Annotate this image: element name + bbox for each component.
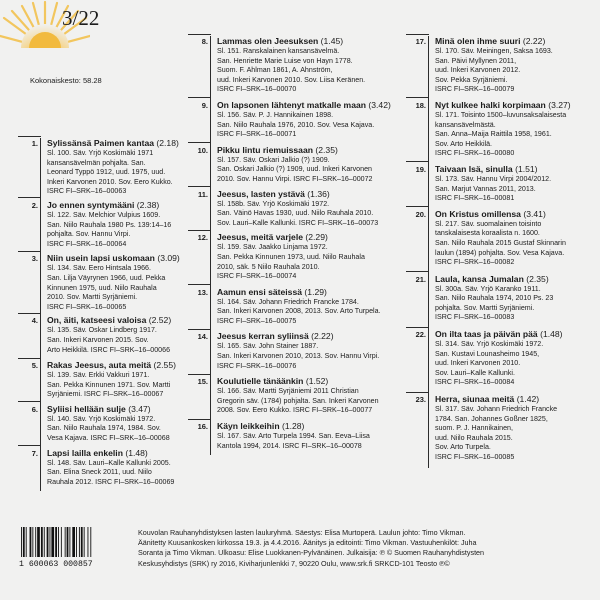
track-number: 18. — [415, 100, 426, 110]
track-number: 4. — [31, 316, 38, 326]
track-entry — [415, 394, 597, 463]
track-title-row — [217, 331, 409, 342]
track-duration: (1.48) — [125, 447, 148, 458]
track-credit-line: Sl. 164. Säv. Johann Friedrich Francke 1784. — [217, 297, 359, 306]
track-entry — [197, 144, 409, 185]
track-credit-line: San. Niilo Rauhala 1976, 2010. Sov. Vesa Kajava. — [217, 120, 375, 129]
track-credit-line: Kantola 1994, 2014. ISRC FI–SRK–16–00078 — [217, 441, 362, 450]
track-credit-line: Sl. 157. Säv. Oskari Jalkio (?) 1909. — [217, 155, 330, 164]
track-credit-line: Sl. 122. Säv. Melchior Vulpius 1609. — [47, 210, 161, 219]
track-credit-line: Sl. 158b. Säv. Yrjö Koskimäki 1972. — [217, 199, 330, 208]
barcode-bar — [41, 527, 43, 557]
divider — [406, 271, 429, 272]
track-duration: (2.52) — [148, 315, 172, 326]
track-title-row — [217, 376, 409, 387]
track-credit-line: Sl. 135. Säv. Oskar Lindberg 1917. — [47, 326, 157, 335]
track-entry — [197, 232, 409, 281]
track-duration: (1.51) — [515, 163, 538, 174]
track-title-row — [217, 189, 409, 200]
track-credit-line: Sl. 167. Säv. Arto Turpela 1994. San. Eeva–Liisa — [217, 432, 370, 441]
track-entry — [197, 188, 409, 229]
track-entry — [31, 199, 196, 249]
track-title: Syliisi hellään sulje — [47, 403, 126, 414]
divider — [188, 97, 211, 98]
track-title: Lapsi lailla enkelin — [47, 447, 123, 458]
credits-line: Äänitetty Kuusankosken kirkossa 19.3. ja 4.4.2016. Äänitys ja editointi: Timo Vikman. Vastuuhenkilöt: Juha — [138, 538, 477, 548]
track-title-row — [47, 448, 196, 459]
barcode-bar — [47, 527, 49, 557]
track-title: Jeesus kerran syliinsä — [217, 331, 309, 342]
track-duration: (2.29) — [305, 232, 328, 243]
divider — [18, 358, 41, 359]
track-number: 12. — [197, 233, 208, 243]
barcode-bar — [23, 527, 25, 557]
track-credit-line: Sl. 314. Säv. Yrjö Koskimäki 1972. — [435, 340, 544, 349]
barcode-digits: 1 600063 000857 — [19, 560, 93, 567]
track-duration: (2.22) — [311, 331, 334, 342]
track-entry — [31, 360, 196, 400]
track-title-row — [435, 209, 597, 220]
track-credit-line: ISRC FI–SRK–16–00080 — [435, 149, 515, 158]
track-credit-line: ISRC FI–SRK–16–00079 — [435, 85, 515, 94]
track-entry — [201, 36, 409, 95]
divider — [188, 284, 211, 285]
track-duration: (3.47) — [128, 403, 151, 414]
barcode-bar — [72, 527, 75, 557]
track-credit-line: Leonard Typpö 1912, uud. 1975, uud. — [47, 168, 166, 177]
track-credit-line: ISRC FI–SRK–16–00082 — [435, 258, 515, 267]
total-duration: Kokonaiskesto: 58.28 — [30, 76, 102, 85]
track-entry — [31, 138, 196, 197]
track-duration: (3.42) — [368, 99, 391, 110]
track-credit-line: ISRC FI–SRK–16–00085 — [435, 453, 515, 461]
barcode-bar — [90, 527, 91, 557]
track-duration: (3.41) — [523, 208, 546, 219]
track-number: 11. — [197, 189, 208, 199]
track-credit-line: Suom. F. Ahlman 1861, A. Ahnström, — [217, 66, 333, 75]
divider — [188, 419, 211, 420]
track-duration: (1.48) — [540, 329, 563, 340]
track-credit-line: ISRC FI–SRK–16–00076 — [217, 361, 297, 370]
track-credit-line: Sl. 139. Säv. Erkki Vakkuri 1971. — [47, 371, 150, 380]
track-number: 23. — [415, 395, 426, 405]
track-credit-line: Sl. 166. Säv. Martti Syrjäniemi 2011 Christian — [217, 387, 359, 396]
track-credit-line: 2010. Sov. Martti Syrjäniemi. — [47, 293, 138, 302]
track-credit-line: Sl. 100. Säv. Yrjö Koskimäki 1971 — [47, 149, 154, 157]
barcode-bar — [58, 527, 59, 557]
track-entry — [201, 99, 409, 140]
barcode-bar — [21, 527, 22, 557]
track-credit-line: Sl. 317. Säv. Johann Friedrich Francke — [435, 405, 558, 414]
track-credit-line: Sl. 300a. Säv. Yrjö Karanko 1911. — [435, 284, 541, 293]
track-entry — [197, 331, 409, 371]
track-title: On ilta taas ja päivän pää — [435, 329, 538, 340]
track-credit-line: ISRC FI–SRK–16–00074 — [217, 272, 297, 281]
divider — [18, 197, 41, 198]
track-entry — [415, 163, 597, 204]
credits-line: Keskusyhdistys (SRK) ry 2016, Kiviharjunlenkki 7, 90220 Oulu, www.srk.fi SRKCD-101 Teosto ℗© — [138, 558, 450, 568]
track-entry — [197, 286, 409, 327]
track-number: 3. — [31, 254, 38, 264]
track-credit-line: 2010, säk. 5 Niilo Rauhala 2010. — [217, 262, 320, 271]
divider — [188, 34, 211, 35]
track-number: 16. — [197, 422, 208, 432]
track-title: Aamun ensi säteissä — [217, 286, 303, 297]
track-number: 19. — [415, 164, 426, 174]
divider — [18, 445, 41, 446]
track-credit-line: Sl. 148. Säv. Lauri–Kalle Kallunki 2005. — [47, 458, 171, 467]
track-number: 5. — [31, 361, 38, 371]
track-credit-line: San. Väinö Havas 1930, uud. Niilo Rauhala 2010. — [217, 209, 374, 218]
track-credit-line: Sov. Lauri–Kalle Kallunki. ISRC FI–SRK–16–00073 — [217, 218, 379, 227]
track-entry — [31, 447, 196, 488]
track-title: Jo ennen syntymääni — [47, 199, 135, 210]
divider — [188, 142, 211, 143]
track-credit-line: suom. P. J. Hannikainen, — [435, 424, 513, 433]
divider — [18, 313, 41, 314]
track-credit-line: San. Inkeri Karvonen 2015. Sov. — [47, 335, 149, 344]
track-credit-line: Sl. 134. Säv. Eero Hintsala 1966. — [47, 264, 151, 273]
track-number: 20. — [415, 209, 426, 219]
track-credit-line: kansansävelmästä. — [435, 120, 496, 129]
track-title: On Kristus omillensa — [435, 208, 521, 219]
track-title: Taivaan Isä, sinulla — [435, 163, 513, 174]
track-title-row — [435, 100, 597, 111]
track-title: Nyt kulkee halki korpimaan — [435, 99, 546, 110]
track-duration: (2.55) — [153, 360, 176, 371]
track-duration: (1.52) — [305, 376, 329, 387]
track-number: 2. — [31, 200, 38, 210]
track-credit-line: San. Oskari Jalkio (?) 1909, uud. Inkeri Karvonen — [217, 165, 372, 174]
track-credit-line: San. Lilja Väyrynen 1966, uud. Pekka — [47, 273, 166, 282]
track-title: Herra, siunaa meitä — [435, 394, 515, 405]
track-credit-line: ISRC FI–SRK–16–00065 — [47, 302, 127, 311]
track-title-row — [217, 100, 409, 111]
barcode-bar — [50, 527, 51, 557]
track-credit-line: ISRC FI–SRK–16–00084 — [435, 378, 515, 387]
track-entry — [197, 376, 409, 416]
barcode-bar — [30, 527, 32, 557]
track-credit-line: Sl. 217. Säv. suomalainen toisinto — [435, 219, 542, 228]
track-number: 14. — [197, 332, 208, 342]
track-title: Laula, kansa Jumalan — [435, 273, 524, 284]
track-entry — [197, 421, 409, 451]
track-credit-line: San. Päivi Myllynen 2011, — [435, 56, 517, 65]
track-duration: (1.28) — [281, 421, 305, 432]
barcode-bar — [84, 527, 85, 557]
track-duration: (1.29) — [304, 286, 327, 297]
track-credit-line: Sl. 165. Säv. John Stainer 1887. — [217, 342, 319, 351]
divider — [406, 161, 429, 162]
track-title-row — [435, 329, 597, 340]
track-duration: (3.27) — [548, 99, 571, 110]
track-credit-line: uud. Inkeri Karvonen 2010. Sov. Liisa Keränen. — [217, 75, 366, 84]
track-entry — [31, 315, 196, 355]
barcode-bar — [61, 527, 62, 557]
track-credit-line: 2008. Sov. Eero Kukko. ISRC FI–SRK–16–00077 — [217, 406, 373, 415]
track-title-row — [435, 274, 597, 285]
track-duration: (2.38) — [136, 199, 160, 210]
track-title: Jeesus, lasten ystävä — [217, 188, 305, 199]
track-title-row — [47, 404, 196, 415]
track-title: Käyn leikkeihin — [217, 421, 280, 432]
barcode-bar — [35, 527, 36, 557]
track-title: Sylissänsä Paimen kantaa — [47, 138, 155, 148]
track-number: 1. — [31, 139, 38, 148]
track-credit-line: San. Inkeri Karvonen 2008, 2013. Sov. Arto Turpela. — [217, 307, 381, 316]
divider — [406, 34, 429, 35]
track-title: Koulutielle tänäänkin — [217, 376, 304, 387]
track-credit-line: San. Anna–Maija Raittila 1958, 1961. — [435, 130, 552, 139]
track-credit-line: tanskalaisesta koraalista n. 1600. — [435, 229, 540, 238]
credits-line: Soranta ja Timo Vikman. Ulkoasu: Elise Luokkanen-Pylvänäinen. Julkaisija: ℗ © Suomen Rauhanyhdistysten — [138, 548, 485, 558]
divider — [406, 392, 429, 393]
track-credit-line: Rauhala 2012. ISRC FI–SRK–16–00069 — [47, 477, 175, 486]
track-credit-line: ISRC FI–SRK–16–00064 — [47, 239, 127, 248]
track-entry — [415, 329, 597, 388]
track-credit-line: Kinnunen 1975, uud. Niilo Rauhala — [47, 283, 157, 292]
track-credit-line: Sl. 156. Säv. P. J. Hannikainen 1898. — [217, 110, 334, 119]
track-credit-line: San. Elina Sneck 2011, uud. Niilo — [47, 468, 152, 477]
track-duration: (1.36) — [307, 188, 330, 199]
track-title-row — [47, 200, 196, 211]
track-credit-line: Sl. 173. Säv. Hannu Virpi 2004/2012. — [435, 174, 552, 183]
track-credit-line: San. Niilo Rauhala 2015 Gustaf Skinnarin — [435, 238, 566, 247]
track-duration: (1.45) — [320, 36, 344, 46]
track-duration: (2.35) — [526, 273, 549, 284]
track-credit-line: Vesa Kajava. ISRC FI–SRK–16–00068 — [47, 434, 170, 443]
barcode-bar — [32, 527, 33, 557]
track-column-1 — [31, 138, 196, 491]
track-entry — [31, 403, 196, 444]
track-credit-line: San. Pekka Kinnunen 1973, uud. Niilo Rauhala — [217, 252, 365, 261]
track-title-row — [47, 315, 196, 326]
track-duration: (1.42) — [516, 394, 540, 405]
divider — [406, 97, 429, 98]
track-credit-line: Gregorin säv. (1784) pohjalta. San. Inkeri Karvonen — [217, 396, 379, 405]
track-credit-line: ISRC FI–SRK–16–00075 — [217, 316, 297, 325]
divider — [406, 327, 429, 328]
track-title-row — [217, 145, 409, 156]
divider — [188, 230, 211, 231]
track-credit-line: Sl. 140. Säv. Yrjö Koskimäki 1972. — [47, 414, 156, 423]
track-credit-line: pohjalta. Sov. Hannu Virpi. — [47, 230, 131, 239]
barcode-bar — [88, 527, 89, 557]
track-credit-line: Sl. 170. Säv. Meiningen, Saksa 1693. — [435, 47, 553, 55]
track-credit-line: San. Niilo Rauhala 1980 Ps. 139:14–16 — [47, 220, 172, 229]
track-title-row — [217, 421, 409, 432]
track-number: 21. — [415, 274, 426, 284]
barcode-bar — [65, 527, 66, 557]
track-credit-line: uud. Inkeri Karvonen 2010. — [435, 359, 521, 368]
track-credit-line: San. Marjut Vannas 2011, 2013. — [435, 184, 536, 193]
track-credit-line: Sl. 151. Ranskalainen kansansävelmä. — [217, 47, 340, 55]
track-title-row — [435, 394, 597, 405]
track-title-row — [435, 36, 597, 47]
track-credit-line: Sl. 159. Säv. Jaakko Linjama 1972. — [217, 243, 328, 252]
divider — [18, 136, 41, 137]
barcode-bar — [81, 527, 83, 557]
track-number: 9. — [201, 100, 208, 110]
track-entry — [415, 273, 597, 323]
track-credit-line: Sov. Pekka Syrjäniemi. — [435, 75, 508, 84]
track-credit-line: San. Niilo Rauhala 1974, 1984. Sov. — [47, 424, 161, 433]
track-title-row — [217, 287, 409, 298]
track-number: 8. — [201, 37, 208, 46]
track-title-row — [217, 232, 409, 243]
track-credit-line: uud. Niilo Rauhala 2015. — [435, 433, 513, 442]
track-title-row — [47, 253, 196, 264]
barcode-bar — [55, 527, 57, 557]
track-title: Niin usein lapsi uskomaan — [47, 253, 155, 264]
track-credit-line: San. Inkeri Karvonen 2010, 2013. Sov. Hannu Virpi. — [217, 352, 380, 361]
track-credit-line: 2010. Sov. Hannu Virpi. ISRC FI–SRK–16–00072 — [217, 174, 373, 183]
track-title: On, äiti, katseesi valoisa — [47, 315, 147, 326]
track-title: Rakas Jeesus, auta meitä — [47, 360, 152, 371]
track-number: 22. — [415, 330, 426, 340]
track-credit-line: Syrjäniemi. ISRC FI–SRK–16–00067 — [47, 390, 164, 399]
track-credit-line: ISRC FI–SRK–16–00070 — [217, 85, 297, 94]
barcode-bar — [67, 527, 69, 557]
track-credit-line: ISRC FI–SRK–16–00063 — [47, 187, 127, 196]
barcode-bar — [76, 527, 77, 557]
disc-number: 3/22 — [62, 6, 100, 30]
barcode-bar — [79, 527, 80, 557]
track-credit-line: ISRC FI–SRK–16–00071 — [217, 130, 297, 139]
track-duration: (2.22) — [522, 36, 546, 46]
track-title: Pikku lintu riemuissaan — [217, 144, 313, 155]
track-entry — [415, 208, 597, 268]
divider — [188, 329, 211, 330]
divider — [188, 186, 211, 187]
track-number: 17. — [415, 37, 426, 46]
track-credit-line: San. Niilo Rauhala 1974, 2010 Ps. 23 — [435, 294, 554, 303]
track-entry — [415, 36, 597, 95]
credits-line: Kouvolan Rauhanyhdistyksen lasten lauluryhmä. Säestys: Elisa Murtoperä. Laulun johto: Timo Vikman. — [138, 528, 466, 537]
track-credit-line: ISRC FI–SRK–16–00081 — [435, 194, 515, 203]
track-credit-line: San. Pekka Kinnunen 1971. Sov. Martti — [47, 380, 171, 389]
track-credit-line: kansansävelmän pohjalta. San. — [47, 158, 146, 167]
track-credit-line: uud. Inkeri Karvonen 2012. — [435, 66, 521, 75]
divider — [406, 206, 429, 207]
track-title-row — [47, 360, 196, 371]
track-title-row — [217, 36, 409, 47]
divider — [18, 401, 41, 402]
track-title-row — [47, 138, 196, 149]
track-duration: (2.35) — [315, 144, 338, 155]
track-duration: (2.18) — [156, 138, 179, 148]
track-credit-line: San. Kustavi Lounasheimo 1945, — [435, 349, 540, 358]
track-credit-line: Inkeri Karvonen 2010. Sov. Eero Kukko. — [47, 177, 173, 186]
credits-footer — [138, 528, 598, 569]
track-credit-line: Arto Heikkilä. ISRC FI–SRK–16–00066 — [47, 345, 171, 354]
track-credit-line: Sov. Arto Heikkilä. — [435, 139, 493, 148]
track-credit-line: Sov. Arto Turpela. — [435, 443, 491, 452]
track-credit-line: 1784. San. Johannes Goßner 1825, — [435, 414, 548, 423]
divider — [188, 374, 211, 375]
barcode-bar — [37, 527, 40, 557]
track-entry — [415, 99, 597, 159]
track-credit-line: ISRC FI–SRK–16–00083 — [435, 313, 515, 322]
track-title: Jeesus, meitä varjele — [217, 232, 303, 243]
track-entry — [31, 253, 196, 312]
divider — [18, 251, 41, 252]
barcode-bar — [69, 527, 70, 557]
track-credit-line: laulun (1894) pohjalta. Sov. Vesa Kajava. — [435, 248, 565, 257]
track-number: 13. — [197, 287, 208, 297]
track-column-3 — [415, 36, 597, 468]
barcode-bar — [51, 527, 54, 557]
track-credit-line: Sov. Lauri–Kalle Kallunki. — [435, 368, 515, 377]
track-duration: (3.09) — [157, 253, 180, 264]
track-title-row — [435, 164, 597, 175]
barcode-icon — [18, 527, 122, 567]
track-number: 6. — [31, 404, 38, 414]
barcode-bar — [44, 527, 45, 557]
track-title: Lammas olen Jeesuksen — [217, 36, 319, 46]
barcode-bar — [26, 527, 27, 557]
track-credit-line: Sl. 171. Toisinto 1500–luvunsaksalaisesta — [435, 110, 567, 119]
track-number: 10. — [197, 145, 208, 155]
track-number: 7. — [31, 448, 38, 458]
track-title: On lapsonen lähtenyt matkalle maan — [217, 99, 367, 110]
track-column-2 — [197, 36, 409, 455]
track-credit-line: San. Henriette Marie Luise von Hayn 1778. — [217, 56, 353, 65]
track-number: 15. — [197, 377, 208, 387]
track-credit-line: pohjalta. Sov. Martti Syrjäniemi. — [435, 303, 535, 312]
track-title: Minä olen ihme suuri — [435, 36, 521, 46]
